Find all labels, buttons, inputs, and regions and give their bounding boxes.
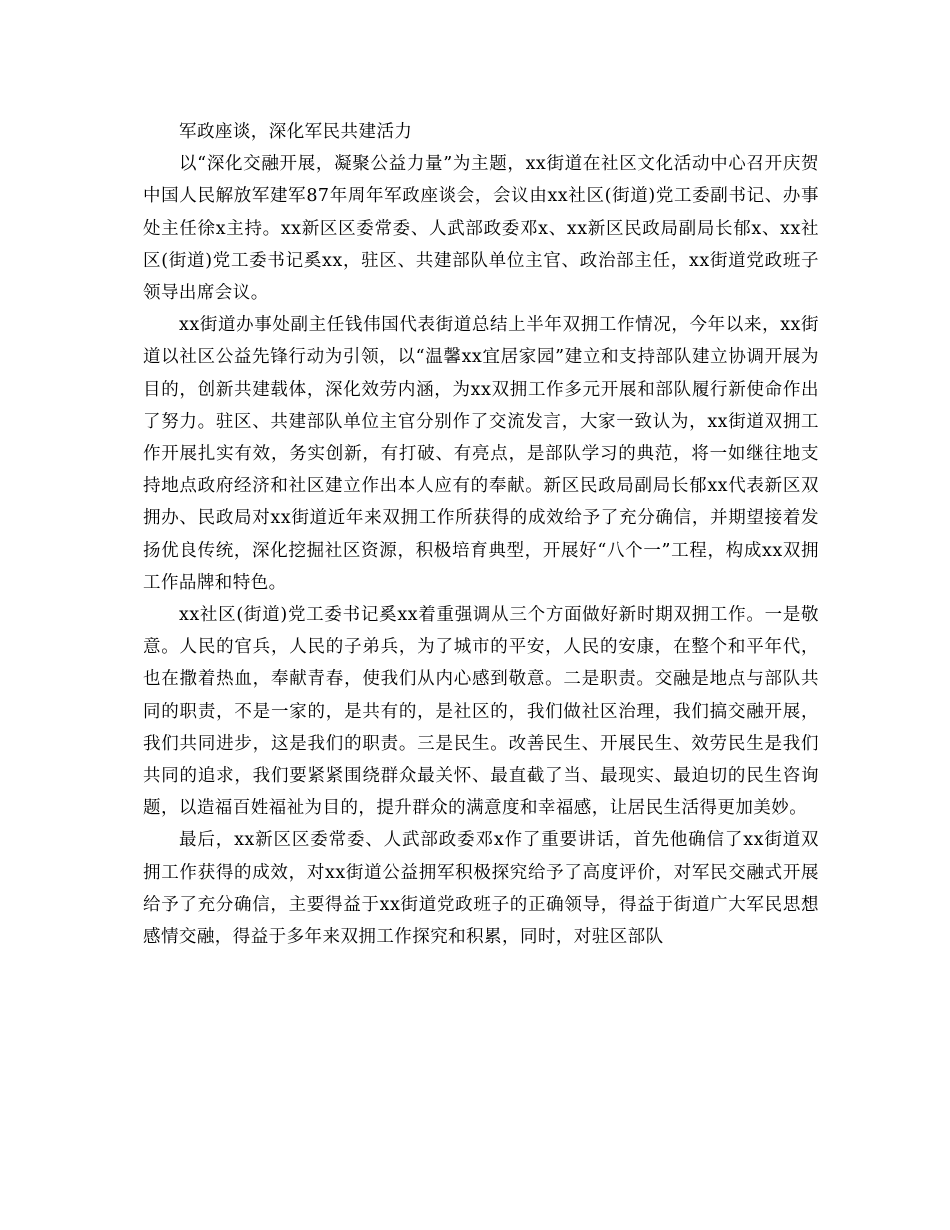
paragraph-closing-speech: 最后，xx新区区委常委、人武部政委邓x作了重要讲话，首先他确信了xx街道双拥工作获得的成效，对xx街道公益拥军积极探究给予了高度评价，对军民交融式开展给予了充分确信，主要得益于xx街道党政班子的正确领导，得益于街道广大军民思想感情交融，得益于多年来双拥工作探究和积累，同时，对驻区部队 (143, 830, 819, 948)
section-heading: 军政座谈，深化军民共建活力 (179, 122, 413, 142)
paragraph-secretary-remarks: xx社区(街道)党工委书记奚xx着重强调从三个方面做好新时期双拥工作。一是敬意。人民的官兵，人民的子弟兵，为了城市的平安，人民的安康，在整个和平年代，也在撒着热血，奉献青春，使我们从内心感到敬意。二是职责。交融是地点与部队共同的职责，不是一家的，是共有的，是社区的，我们做社区治理，我们搞交融开展，我们共同进步，这是我们的职责。三是民生。改善民生、开展民生、效劳民生是我们共同的追求，我们要紧紧围绕群众最关怀、最直截了当、最现实、最迫切的民生咨询题，以造福百姓福祉为目的，提升群众的满意度和幸福感，让居民生活得更加美妙。 (143, 605, 819, 819)
document-page (143, 116, 819, 953)
paragraph-summary: xx街道办事处副主任钱伟国代表街道总结上半年双拥工作情况，今年以来，xx街道以社区公益先锋行动为引领，以“温馨xx宜居家园”建立和支持部队建立协调开展为目的，创新共建载体，深化效劳内涵，为xx双拥工作多元开展和部队履行新使命作出了努力。驻区、共建部队单位主官分别作了交流发言，大家一致认为，xx街道双拥工作开展扎实有效，务实创新，有打破、有亮点，是部队学习的典范，将一如继往地支持地点政府经济和社区建立作出本人应有的奉献。新区民政局副局长郁xx代表新区双拥办、民政局对xx街道近年来双拥工作所获得的成效给予了充分确信，并期望接着发扬优良传统，深化挖掘社区资源，积极培育典型，开展好“八个一”工程，构成xx双拥工作品牌和特色。 (143, 315, 819, 593)
paragraph-intro: 以“深化交融开展，凝聚公益力量”为主题，xx街道在社区文化活动中心召开庆贺中国人民解放军建军87年周年军政座谈会，会议由xx社区(街道)党工委副书记、办事处主任徐x主持。xx新区区委常委、人武部政委邓x、xx新区民政局副局长郁x、xx社区(街道)党工委书记奚xx，驻区、共建部队单位主官、政治部主任，xx街道党政班子领导出席会议。 (143, 154, 819, 304)
